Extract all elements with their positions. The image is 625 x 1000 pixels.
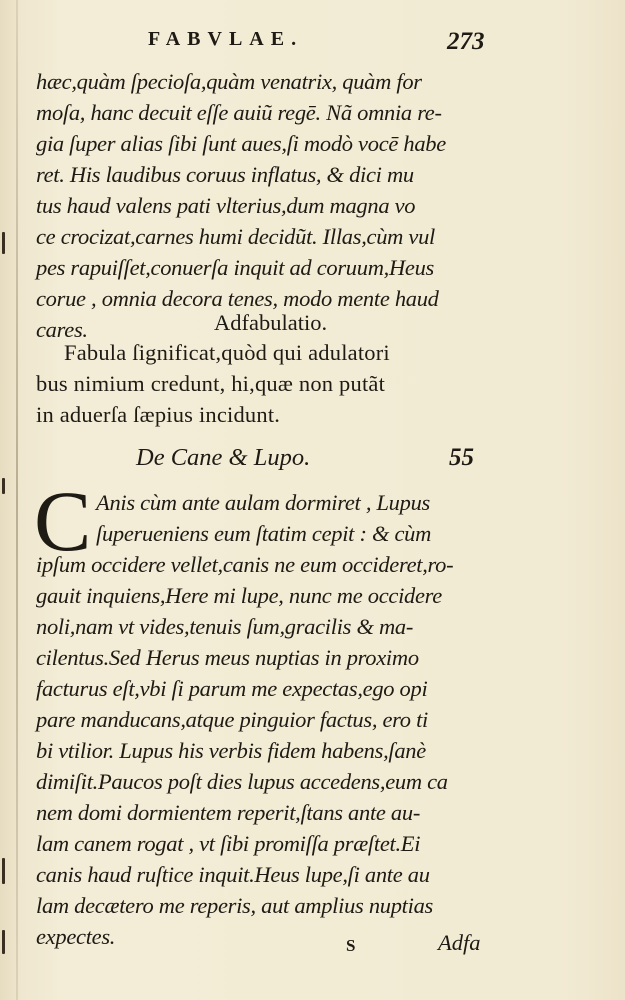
- drop-cap-initial: C: [34, 473, 92, 569]
- adfabulatio-heading: Adfabulatio.: [214, 310, 328, 335]
- fable-line: Anis cùm ante aulam dormiret , Lupus: [96, 490, 430, 515]
- gutter-mark: [2, 858, 5, 884]
- gutter-mark: [2, 232, 5, 254]
- gutter-mark: [2, 478, 5, 494]
- moral-line: in aduerſa ſæpius incidunt.: [36, 402, 281, 427]
- fable-line: canis haud ruſtice inquit.Heus lupe,ſi ante au: [36, 862, 430, 887]
- text-line: ce crocizat,carnes humi decidũt. Illas,cùm vul: [36, 224, 436, 249]
- fable-line: lam canem rogat , vt ſibi promiſſa præſtet.Ei: [36, 831, 421, 856]
- moral-line: bus nimium credunt, hi,quæ non putãt: [36, 371, 386, 396]
- fable-number: 55: [449, 444, 474, 471]
- fable-line: ipſum occidere vellet,canis ne eum occideret,ro-: [36, 552, 454, 577]
- gutter-mark: [2, 930, 5, 954]
- fable-line: dimiſit.Paucos poſt dies lupus accedens,eum ca: [36, 769, 448, 794]
- running-title: FABVLAE.: [148, 28, 304, 50]
- text-line: hæc,quàm ſpecioſa,quàm venatrix, quàm for: [36, 69, 422, 94]
- fable-title: De Cane & Lupo.: [136, 444, 311, 471]
- text-line: corue , omnia decora tenes, modo mente haud: [36, 286, 439, 311]
- fable-line: ſuperueniens eum ſtatim cepit : & cùm: [96, 521, 432, 546]
- text-line: pes rapuiſſet,conuerſa inquit ad coruum,Heus: [36, 255, 435, 280]
- fable-line: gauit inquiens,Here mi lupe, nunc me occidere: [36, 583, 442, 608]
- fable-line: facturus eſt,vbi ſi parum me expectas,ego opi: [36, 676, 428, 701]
- page-gutter: [16, 0, 18, 1000]
- fable-line: nem domi dormientem reperit,ſtans ante au-: [36, 800, 421, 825]
- signature-mark: S: [346, 936, 356, 955]
- fable-line: bi vtilior. Lupus his verbis fidem habens,ſanè: [36, 738, 426, 763]
- fable-line: lam decætero me reperis, aut amplius nuptias: [36, 893, 433, 918]
- moral-line: Fabula ſignificat,quòd qui adulatori: [64, 340, 390, 365]
- text-line: gia ſuper alias ſibi ſunt aues,ſi modò vocē habe: [36, 131, 446, 156]
- fable-line: expectes.: [36, 924, 116, 949]
- text-line: moſa, hanc decuit eſſe auiũ regē. Nã omnia re-: [36, 100, 442, 125]
- fable-line: cilentus.Sed Herus meus nuptias in proximo: [36, 645, 419, 670]
- text-line: tus haud valens pati vlterius,dum magna vo: [36, 193, 416, 218]
- fable-line: pare manducans,atque pinguior factus, ero ti: [36, 707, 428, 732]
- text-line: ret. His laudibus coruus inflatus, & dici mu: [36, 162, 414, 187]
- fable-line: noli,nam vt vides,tenuis ſum,gracilis & ma-: [36, 614, 414, 639]
- text-line: cares.: [36, 317, 88, 342]
- page-number: 273: [447, 28, 485, 55]
- catchword: Adfa: [438, 930, 481, 955]
